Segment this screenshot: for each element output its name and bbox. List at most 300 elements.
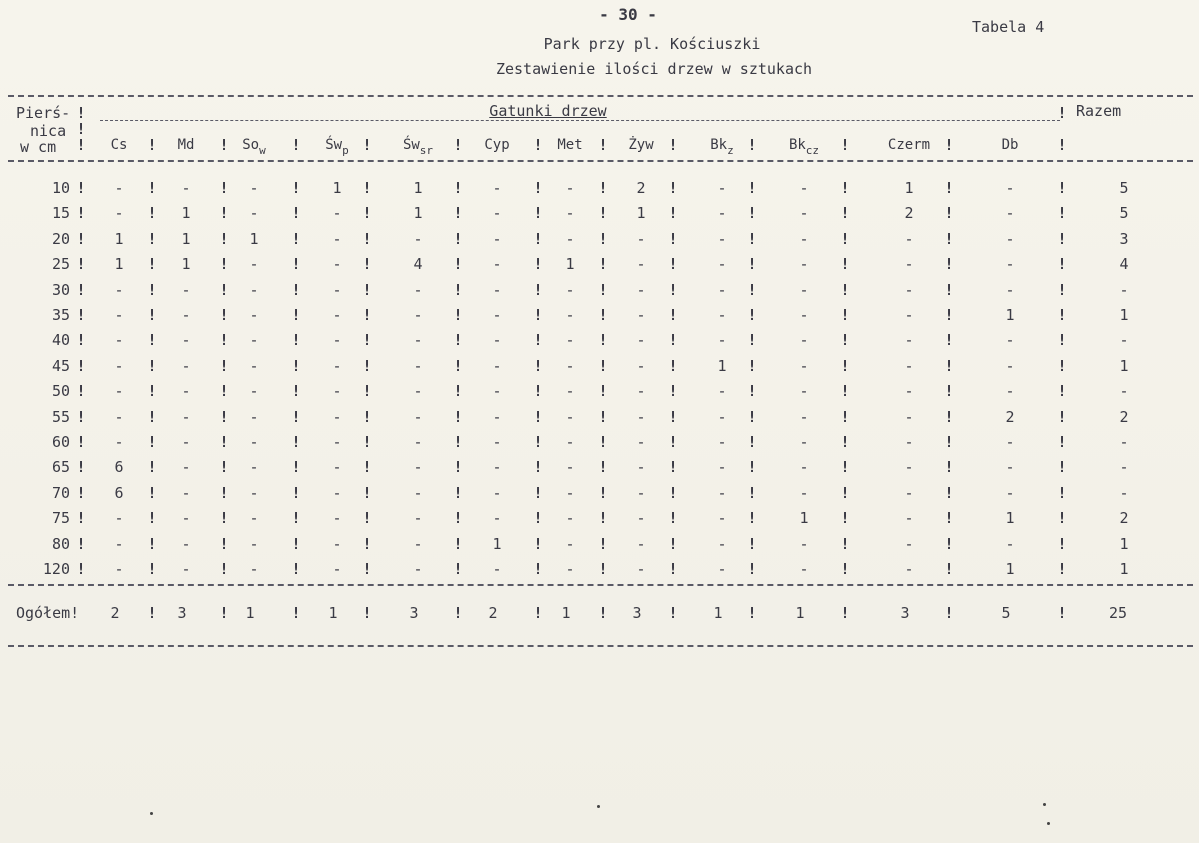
count-cell: - [636, 433, 646, 451]
count-cell: - [799, 535, 809, 553]
column-separator: ! [533, 281, 543, 299]
column-separator: ! [219, 458, 229, 476]
count-cell: - [565, 331, 575, 349]
column-separator: ! [1057, 179, 1067, 197]
column-separator: ! [668, 255, 678, 273]
column-separator: ! [747, 458, 757, 476]
column-separator: ! [598, 306, 608, 324]
column-separator: ! [840, 560, 850, 578]
count-cell: - [565, 484, 575, 502]
column-separator: ! [291, 458, 301, 476]
count-cell: - [413, 484, 423, 502]
count-cell: - [181, 433, 191, 451]
species-code: Czerm [887, 137, 931, 153]
column-separator: ! [453, 230, 463, 248]
count-cell: - [492, 458, 502, 476]
column-separator: ! [453, 382, 463, 400]
column-separator: ! [76, 560, 86, 578]
count-cell: - [492, 204, 502, 222]
count-cell: - [181, 306, 191, 324]
column-separator: ! [76, 357, 86, 375]
count-cell: - [904, 306, 914, 324]
count-cell: - [904, 535, 914, 553]
column-separator: ! [1057, 560, 1067, 578]
column-separator: ! [747, 230, 757, 248]
count-cell: - [492, 484, 502, 502]
count-cell: - [904, 357, 914, 375]
column-separator: ! [668, 179, 678, 197]
column-separator: ! [362, 281, 372, 299]
column-separator: ! [147, 204, 157, 222]
diameter-cell: 35 [51, 306, 70, 324]
summary-cell: 5 [1001, 604, 1011, 622]
count-cell: - [332, 458, 342, 476]
column-separator: ! [362, 458, 372, 476]
count-cell: - [332, 382, 342, 400]
species-header-8 [710, 136, 733, 160]
column-separator: ! [747, 136, 757, 154]
count-cell: - [413, 433, 423, 451]
count-cell: - [181, 535, 191, 553]
column-separator: ! [147, 382, 157, 400]
column-separator: ! [291, 230, 301, 248]
column-separator: ! [147, 560, 157, 578]
count-cell: - [249, 382, 259, 400]
count-cell: - [332, 408, 342, 426]
column-separator: ! [147, 408, 157, 426]
column-separator: ! [840, 306, 850, 324]
species-code: Db [1001, 137, 1019, 153]
column-separator: ! [533, 535, 543, 553]
count-cell: - [181, 408, 191, 426]
column-separator: ! [533, 230, 543, 248]
column-separator: ! [453, 433, 463, 451]
count-cell: - [114, 281, 124, 299]
count-cell: - [181, 331, 191, 349]
column-separator: ! [533, 306, 543, 324]
column-separator: ! [291, 509, 301, 527]
count-cell: 1 [249, 230, 259, 248]
count-cell: 2 [904, 204, 914, 222]
column-separator: ! [668, 136, 678, 154]
count-cell: - [1005, 204, 1015, 222]
count-cell: - [904, 560, 914, 578]
column-separator: ! [291, 281, 301, 299]
count-cell: - [413, 331, 423, 349]
count-cell: - [249, 433, 259, 451]
column-separator: ! [747, 306, 757, 324]
count-cell: - [249, 281, 259, 299]
count-cell: - [636, 509, 646, 527]
count-cell: - [492, 179, 502, 197]
count-cell: - [492, 281, 502, 299]
diameter-cell: 15 [51, 204, 70, 222]
count-cell: - [717, 179, 727, 197]
count-cell: - [181, 382, 191, 400]
column-separator: ! [533, 560, 543, 578]
column-separator: ! [840, 458, 850, 476]
count-cell: - [799, 281, 809, 299]
body-bottom-rule [8, 584, 1193, 586]
column-separator: ! [291, 331, 301, 349]
ink-speck [597, 805, 600, 808]
column-separator: ! [533, 136, 543, 154]
column-separator: ! [840, 509, 850, 527]
species-code: Md [177, 137, 195, 153]
column-separator: ! [668, 204, 678, 222]
column-separator: ! [747, 255, 757, 273]
count-cell: - [181, 509, 191, 527]
column-separator: ! [453, 535, 463, 553]
diameter-cell: 50 [51, 382, 70, 400]
count-cell: - [181, 179, 191, 197]
column-separator: ! [1057, 331, 1067, 349]
count-cell: - [904, 382, 914, 400]
top-rule [8, 95, 1193, 97]
column-separator: ! [598, 281, 608, 299]
column-separator: ! [598, 204, 608, 222]
count-cell: - [413, 535, 423, 553]
column-separator: ! [533, 484, 543, 502]
summary-cell: 3 [632, 604, 642, 622]
column-separator: ! [453, 255, 463, 273]
summary-cell: 1 [795, 604, 805, 622]
summary-cell: 2 [488, 604, 498, 622]
page-number: - 30 - [599, 5, 657, 24]
count-cell: - [799, 484, 809, 502]
count-cell: - [492, 560, 502, 578]
diameter-cell: 80 [51, 535, 70, 553]
dim-header-line-1: Pierś- [16, 104, 71, 122]
column-separator: ! [598, 433, 608, 451]
count-cell: - [717, 255, 727, 273]
column-separator: ! [668, 306, 678, 324]
column-separator: ! [668, 281, 678, 299]
count-cell: - [492, 382, 502, 400]
count-cell: - [249, 204, 259, 222]
row-total-cell: - [1119, 281, 1129, 299]
title-line-2: Zestawienie ilości drzew w sztukach [495, 60, 813, 78]
column-separator: ! [219, 604, 229, 622]
column-separator: ! [219, 230, 229, 248]
header-bottom-rule [8, 160, 1193, 162]
count-cell: - [114, 535, 124, 553]
row-total-cell: 1 [1119, 357, 1129, 375]
count-cell: - [636, 458, 646, 476]
count-cell: - [904, 509, 914, 527]
count-cell: - [249, 458, 259, 476]
column-separator: ! [147, 281, 157, 299]
diameter-cell: 20 [51, 230, 70, 248]
column-separator: ! [668, 382, 678, 400]
species-header-7 [628, 136, 653, 154]
count-cell: - [636, 382, 646, 400]
column-separator: ! [747, 535, 757, 553]
column-separator: ! [840, 535, 850, 553]
count-cell: - [1005, 458, 1015, 476]
column-separator: ! [747, 484, 757, 502]
count-cell: - [492, 433, 502, 451]
table-bottom-rule [8, 645, 1193, 647]
column-separator: ! [944, 509, 954, 527]
count-cell: - [413, 357, 423, 375]
count-cell: - [114, 408, 124, 426]
diameter-cell: 25 [51, 255, 70, 273]
column-separator: ! [147, 331, 157, 349]
count-cell: - [249, 179, 259, 197]
column-separator: ! [944, 136, 954, 154]
dim-header-line-3: w cm [20, 138, 57, 156]
column-separator: ! [668, 357, 678, 375]
column-separator: ! [668, 484, 678, 502]
species-code: Bk [710, 137, 728, 153]
column-separator: ! [76, 281, 86, 299]
column-separator: ! [747, 604, 757, 622]
count-cell: - [1005, 281, 1015, 299]
column-separator: ! [147, 509, 157, 527]
column-separator: ! [1057, 604, 1067, 622]
count-cell: - [799, 331, 809, 349]
count-cell: - [904, 408, 914, 426]
column-separator: ! [1057, 230, 1067, 248]
column-separator: ! [147, 357, 157, 375]
species-code: Cs [110, 137, 128, 153]
count-cell: - [717, 509, 727, 527]
count-cell: - [636, 560, 646, 578]
count-cell: 4 [413, 255, 423, 273]
ink-speck [1043, 803, 1046, 806]
column-separator: ! [747, 331, 757, 349]
column-separator: ! [219, 433, 229, 451]
species-code: Bk [788, 137, 806, 153]
count-cell: - [1005, 230, 1015, 248]
diameter-cell: 55 [51, 408, 70, 426]
grand-total-cell: 25 [1108, 604, 1128, 622]
column-separator: ! [76, 179, 86, 197]
group-rule [100, 120, 1060, 121]
column-separator: ! [598, 484, 608, 502]
column-separator: ! [76, 458, 86, 476]
row-total-cell: 3 [1119, 230, 1129, 248]
column-separator: ! [453, 136, 463, 154]
column-separator: ! [944, 357, 954, 375]
column-separator: ! [747, 179, 757, 197]
count-cell: - [492, 509, 502, 527]
count-cell: - [332, 560, 342, 578]
column-separator: ! [1057, 204, 1067, 222]
species-subscript: w [259, 144, 266, 157]
column-separator: ! [598, 179, 608, 197]
count-cell: - [413, 458, 423, 476]
column-separator: ! [747, 357, 757, 375]
column-separator: ! [219, 357, 229, 375]
column-separator: ! [453, 357, 463, 375]
column-separator: ! [668, 433, 678, 451]
count-cell: - [249, 484, 259, 502]
count-cell: - [332, 230, 342, 248]
count-cell: - [565, 179, 575, 197]
column-separator: ! [840, 204, 850, 222]
column-separator: ! [219, 136, 229, 154]
count-cell: - [181, 357, 191, 375]
column-separator: ! [598, 230, 608, 248]
row-total-cell: - [1119, 458, 1129, 476]
column-separator: ! [840, 255, 850, 273]
column-separator: ! [76, 509, 86, 527]
column-separator: ! [76, 306, 86, 324]
count-cell: - [413, 306, 423, 324]
column-separator: ! [598, 382, 608, 400]
column-separator: ! [840, 331, 850, 349]
count-cell: - [799, 230, 809, 248]
column-separator: ! [453, 281, 463, 299]
column-separator: ! [944, 306, 954, 324]
column-separator: ! [598, 509, 608, 527]
column-separator: ! [453, 306, 463, 324]
species-header-10 [888, 136, 930, 154]
column-separator: ! [453, 458, 463, 476]
column-separator: ! [1057, 484, 1067, 502]
column-separator: ! [533, 179, 543, 197]
count-cell: - [636, 331, 646, 349]
column-separator: ! [219, 509, 229, 527]
count-cell: 1 [181, 204, 191, 222]
total-header: Razem [1076, 102, 1122, 120]
species-header-3 [325, 136, 348, 160]
count-cell: - [114, 509, 124, 527]
column-separator: ! [668, 408, 678, 426]
count-cell: - [114, 382, 124, 400]
diameter-cell: 45 [51, 357, 70, 375]
column-separator: ! [598, 458, 608, 476]
column-separator: ! [453, 204, 463, 222]
column-separator: ! [76, 535, 86, 553]
column-separator: ! [533, 408, 543, 426]
count-cell: - [181, 484, 191, 502]
count-cell: - [717, 281, 727, 299]
diameter-cell: 70 [51, 484, 70, 502]
ink-speck [1047, 822, 1050, 825]
column-separator: ! [76, 433, 86, 451]
count-cell: - [1005, 535, 1015, 553]
count-cell: - [332, 535, 342, 553]
species-code: Met [557, 137, 583, 153]
row-total-cell: - [1119, 331, 1129, 349]
count-cell: - [565, 458, 575, 476]
diameter-cell: 30 [51, 281, 70, 299]
column-separator: ! [453, 604, 463, 622]
column-separator: ! [453, 560, 463, 578]
count-cell: - [565, 433, 575, 451]
count-cell: - [565, 230, 575, 248]
column-separator: ! [147, 604, 157, 622]
count-cell: - [114, 560, 124, 578]
count-cell: - [413, 382, 423, 400]
count-cell: - [249, 357, 259, 375]
count-cell: - [799, 382, 809, 400]
column-separator: ! [944, 535, 954, 553]
count-cell: 2 [1005, 408, 1015, 426]
column-separator: ! [668, 509, 678, 527]
count-cell: - [1005, 357, 1015, 375]
count-cell: - [565, 204, 575, 222]
column-separator: ! [291, 382, 301, 400]
count-cell: 1 [717, 357, 727, 375]
count-cell: - [413, 408, 423, 426]
column-separator: ! [944, 560, 954, 578]
column-separator: ! [598, 136, 608, 154]
column-separator: ! [362, 433, 372, 451]
column-separator: ! [840, 604, 850, 622]
count-cell: - [717, 331, 727, 349]
count-cell: - [1005, 484, 1015, 502]
column-separator: ! [533, 433, 543, 451]
column-separator: ! [1057, 433, 1067, 451]
column-separator: ! [291, 179, 301, 197]
count-cell: - [636, 408, 646, 426]
diameter-cell: 10 [51, 179, 70, 197]
column-separator: ! [840, 281, 850, 299]
column-separator: ! [840, 433, 850, 451]
count-cell: - [717, 306, 727, 324]
row-total-cell: 5 [1119, 204, 1129, 222]
count-cell: - [636, 484, 646, 502]
count-cell: - [717, 484, 727, 502]
column-separator: ! [840, 230, 850, 248]
row-total-cell: 1 [1119, 535, 1129, 553]
column-separator: ! [1057, 535, 1067, 553]
count-cell: - [717, 535, 727, 553]
column-separator: ! [668, 458, 678, 476]
column-separator: ! [1057, 509, 1067, 527]
column-separator: ! [291, 604, 301, 622]
column-separator: ! [533, 331, 543, 349]
count-cell: - [565, 306, 575, 324]
count-cell: - [1005, 255, 1015, 273]
count-cell: - [636, 306, 646, 324]
count-cell: - [565, 535, 575, 553]
column-separator: ! [362, 382, 372, 400]
species-code: So [242, 137, 260, 153]
column-separator: ! [747, 382, 757, 400]
column-separator: ! [840, 136, 850, 154]
count-cell: - [249, 306, 259, 324]
column-separator: ! [840, 408, 850, 426]
count-cell: - [114, 179, 124, 197]
count-cell: - [799, 408, 809, 426]
count-cell: - [114, 204, 124, 222]
count-cell: - [249, 255, 259, 273]
column-separator: ! [840, 382, 850, 400]
count-cell: - [636, 255, 646, 273]
count-cell: 6 [114, 484, 124, 502]
column-separator: ! [291, 484, 301, 502]
count-cell: 1 [413, 204, 423, 222]
column-separator: ! [944, 230, 954, 248]
column-separator: ! [362, 560, 372, 578]
column-separator: ! [840, 484, 850, 502]
count-cell: 1 [181, 255, 191, 273]
species-header-5 [484, 136, 509, 154]
column-separator: ! [453, 331, 463, 349]
count-cell: 1 [565, 255, 575, 273]
column-separator: ! [747, 408, 757, 426]
species-subscript: p [342, 144, 349, 157]
column-separator: ! [944, 179, 954, 197]
count-cell: - [332, 509, 342, 527]
count-cell: - [799, 204, 809, 222]
species-code: Św [402, 137, 420, 153]
